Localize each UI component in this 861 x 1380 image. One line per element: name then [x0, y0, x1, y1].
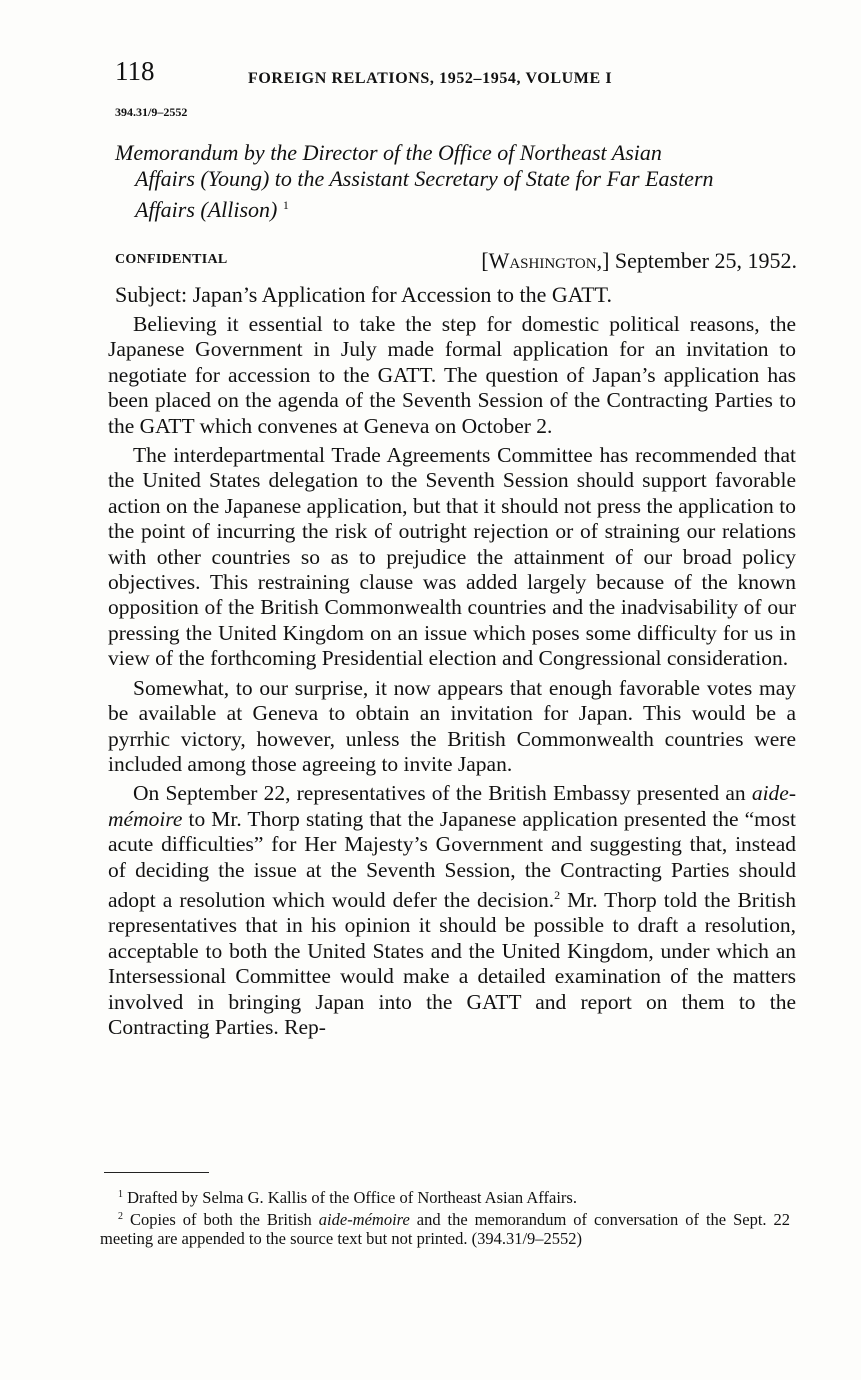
title-footnote-marker: 1 — [282, 198, 289, 212]
footnote-2-sup: 2 — [118, 1211, 123, 1222]
paragraph-3: Somewhat, to our surprise, it now appears that enough favorable votes may be available at Geneva to obtain an invitation for Japan. This would be a pyrrhic victory, however, unless the British Commonwealth countries were included among those agreeing to invite Japan. — [108, 675, 796, 776]
title-line-2: Affairs (Young) to the Assistant Secretary of State for Far Eastern — [135, 166, 714, 191]
footnote-1 — [100, 1185, 790, 1207]
footnote-2-marker: 2 — [554, 887, 561, 902]
footnote-2 — [100, 1207, 790, 1248]
paragraph-4-part-c: Mr. Thorp told the British representatives that in his opinion it should be possible to draft a resolution, acceptable to both the United States and the United Kingdom, under which an Intersessional Committee would make a detailed examination of the matters involved in bringing Japan into the GATT and report on them to the Contracting Parties. Rep- — [108, 887, 796, 1039]
title-line-3 — [115, 192, 800, 223]
place: [Washington,] — [481, 248, 610, 273]
memorandum-body — [108, 312, 796, 1044]
running-head: FOREIGN RELATIONS, 1952–1954, VOLUME I — [248, 70, 613, 87]
footnote-divider — [104, 1172, 209, 1173]
paragraph-4 — [108, 781, 796, 1040]
footnote-2-part-a: Copies of both the British — [129, 1210, 319, 1229]
title-line-3-text: Affairs (Allison) — [135, 197, 278, 222]
document-title — [115, 140, 800, 223]
footnotes — [100, 1185, 790, 1248]
paragraph-4-part-b: to Mr. Thorp stating that the Japanese application presented the “most acute difficulties” for Her Majesty’s Government and suggesting that, instead of deciding the issue at the Seventh Session, the Contracting Parties should adopt a resolution which would defer the decision. — [108, 806, 796, 912]
file-number: 394.31/9–2552 — [115, 105, 188, 119]
footnote-2-part-b: and the memorandum of conversation of the Sept. 22 meeting are appended to the source text but not printed. (394.31/9–2552) — [100, 1210, 791, 1248]
paragraph-2: The interdepartmental Trade Agreements Committee has recommended that the United States delegation to the Seventh Session should support favorable action on the Japanese application, but that it should not press the application to the point of incurring the risk of outright rejection or of straining our relations with other countries so as to prejudice the attainment of our broad policy objectives. This restraining clause was added largely because of the known opposition of the British Commonwealth countries and the inadvisability of our pressing the United Kingdom on an issue which poses some difficulty for us in view of the forthcoming Presidential election and Congressional consideration. — [108, 443, 796, 671]
classification-row — [115, 248, 797, 278]
paragraph-1: Believing it essential to take the step for domestic political reasons, the Japanese Government in July made formal application for an invitation to negotiate for accession to the GATT. The question of Japan’s application has been placed on the agenda of the Seventh Session of the Contracting Parties to the GATT which convenes at Geneva on October 2. — [108, 312, 796, 438]
subject-line: Subject: Japan’s Application for Accession to the GATT. — [115, 282, 612, 307]
title-line-1: Memorandum by the Director of the Office of Northeast Asian — [115, 140, 662, 165]
classification-label: CONFIDENTIAL — [115, 252, 228, 267]
page-number: 118 — [115, 56, 155, 86]
date: September 25, 1952. — [614, 248, 797, 273]
paragraph-4-part-a: On September 22, representatives of the British Embassy presented an — [133, 781, 752, 806]
paragraph-4-italic: aide-mémoire — [108, 781, 796, 831]
place-date — [481, 248, 797, 274]
footnote-1-marker: 1 — [118, 1189, 123, 1200]
footnote-1-text: Drafted by Selma G. Kallis of the Office of Northeast Asian Affairs. — [127, 1188, 577, 1207]
footnote-2-italic: aide-mémoire — [318, 1210, 410, 1229]
